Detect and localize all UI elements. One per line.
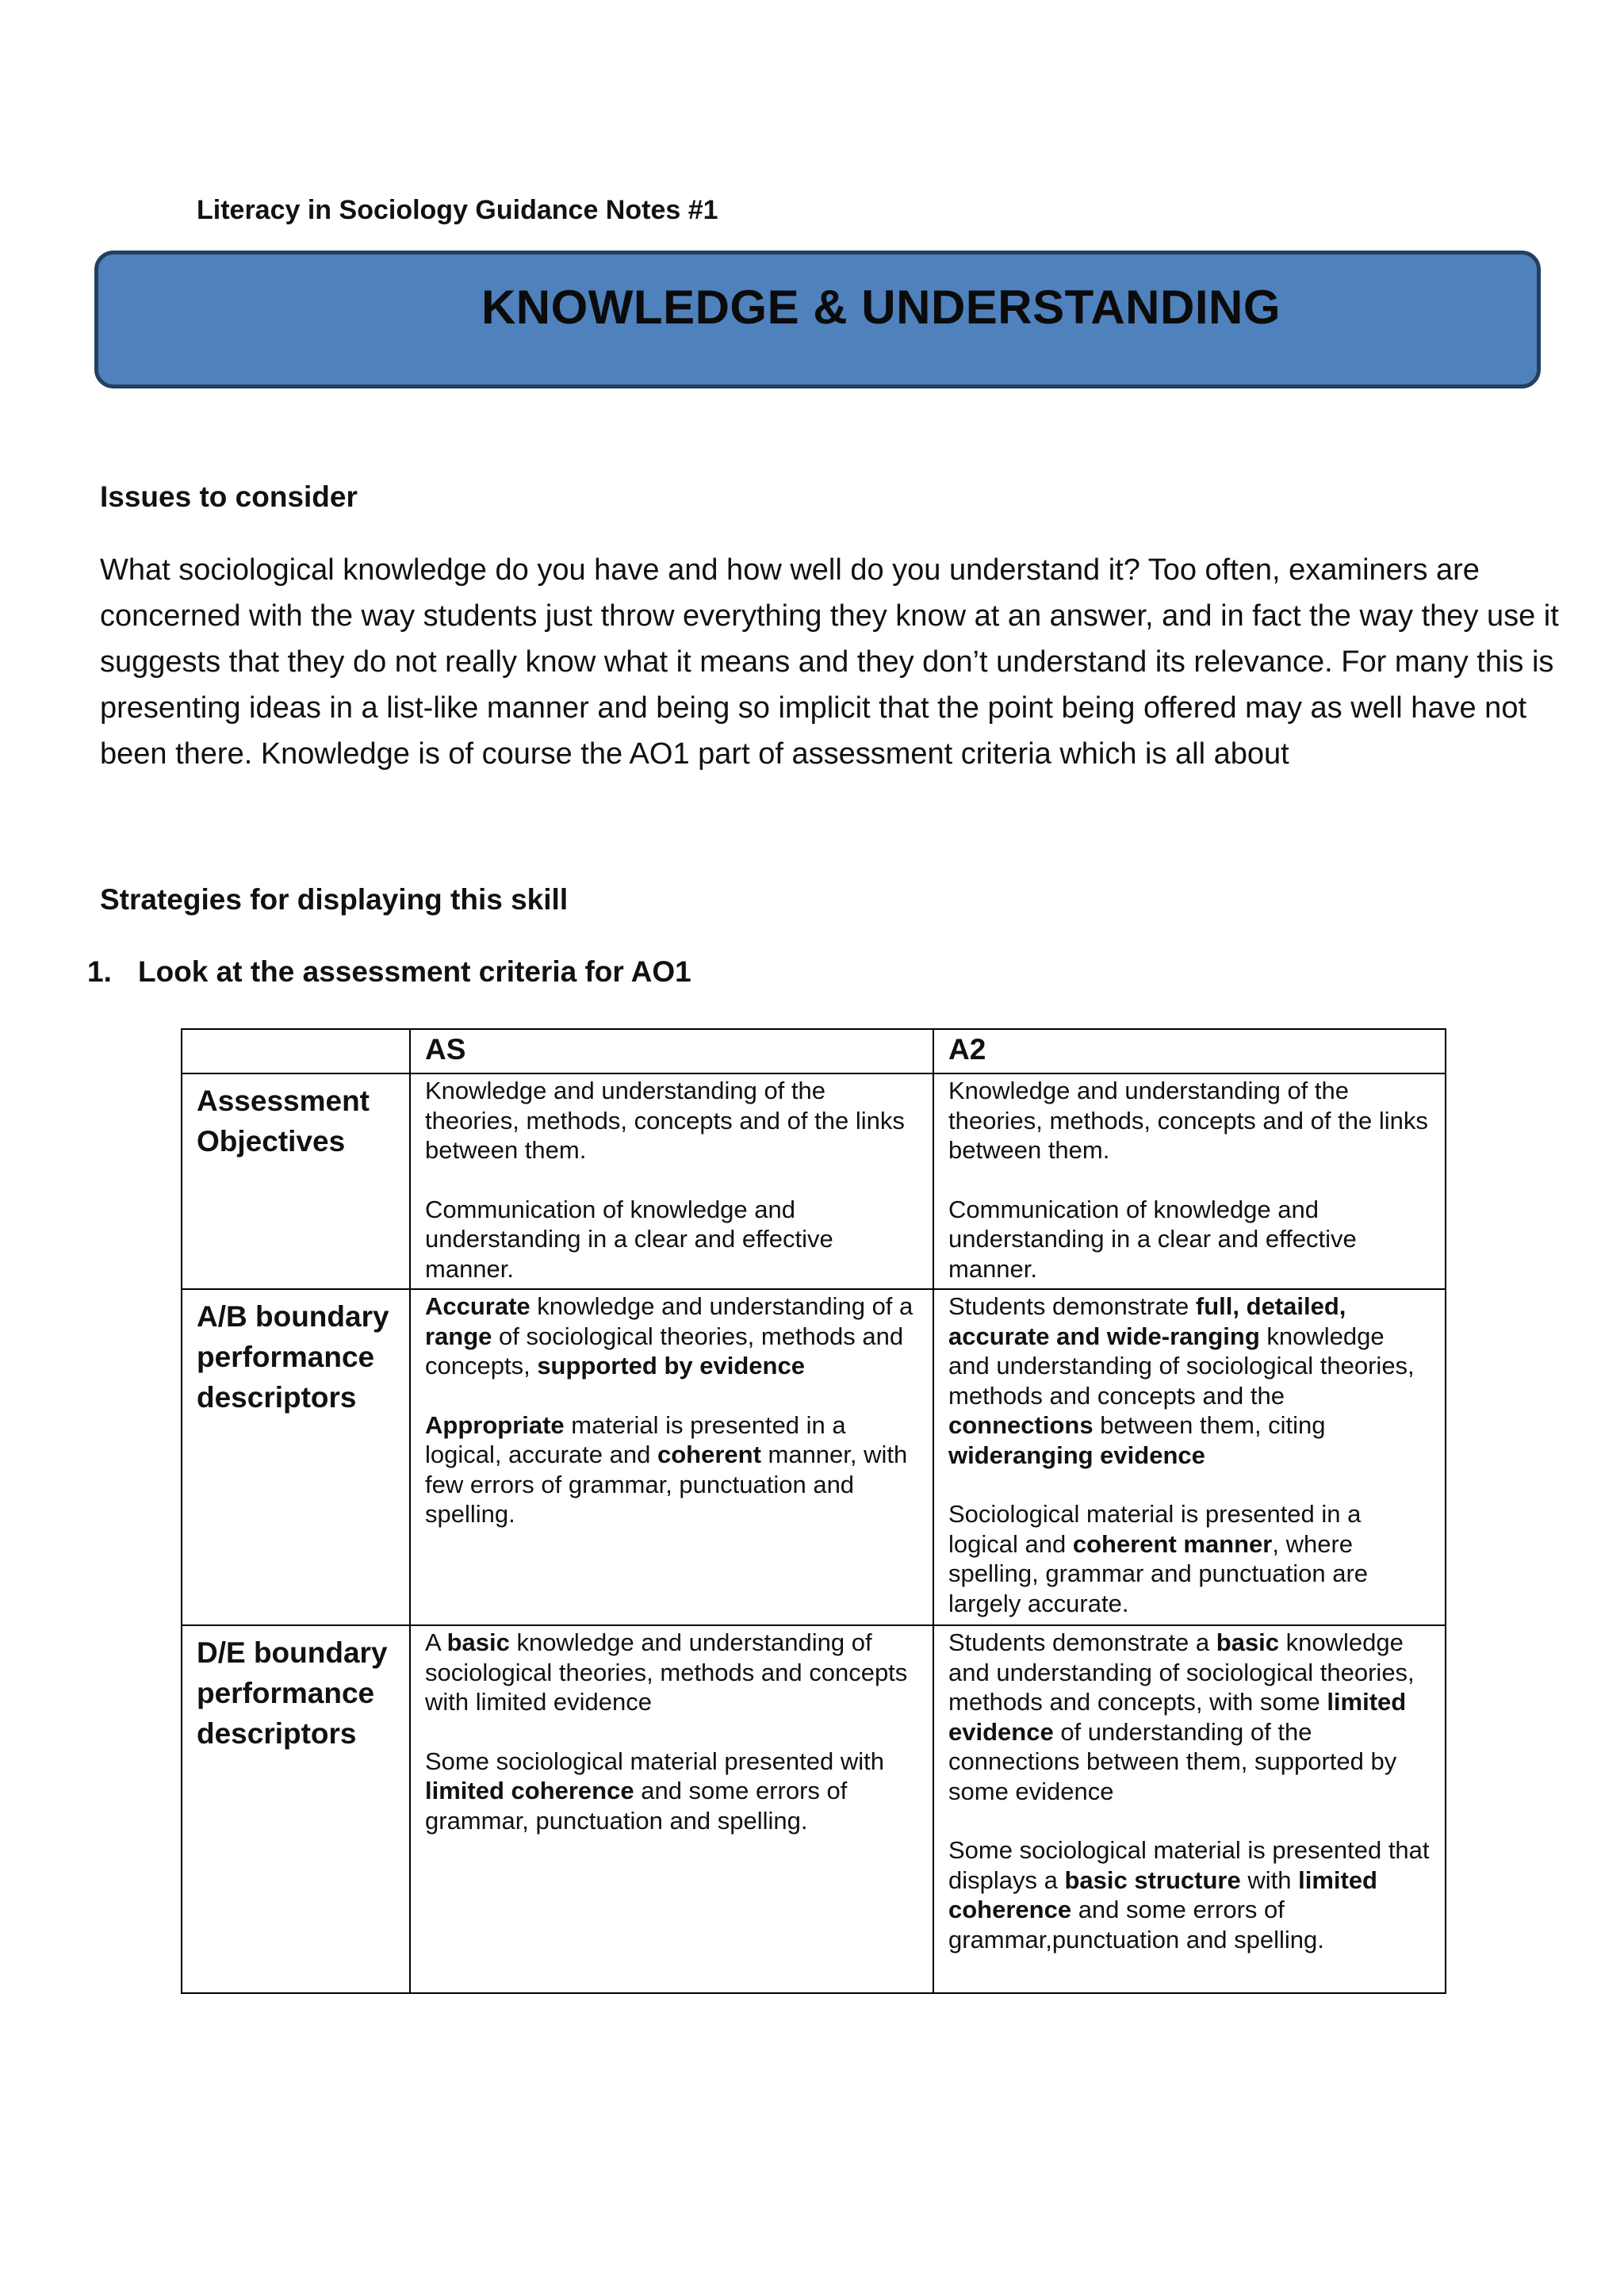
column-header-blank (182, 1029, 410, 1073)
cell-paragraph (425, 1195, 918, 1284)
text-run: Some sociological material presented with (425, 1747, 884, 1775)
bold-run: coherent (657, 1441, 761, 1468)
cell-paragraph (425, 1410, 918, 1529)
a2-cell (933, 1073, 1446, 1289)
cell-paragraph (948, 1292, 1431, 1470)
bold-run: basic (1216, 1628, 1280, 1656)
text-run: Some sociological material is presented that displays a (948, 1836, 1430, 1894)
row-label: Assessment Objectives (182, 1073, 410, 1289)
text-run: knowledge and understanding of sociological theories, methods and concepts and the (948, 1322, 1415, 1410)
text-run: of understanding of the connections between them, supported by some evidence (948, 1717, 1397, 1805)
bold-run: coherent manner (1072, 1529, 1273, 1558)
text-run: Knowledge and understanding of the theories, methods, concepts and of the links between them. (425, 1077, 905, 1164)
column-header-as: AS (410, 1029, 933, 1073)
table-row (182, 1625, 1446, 1993)
bold-run: Accurate (425, 1292, 530, 1320)
column-header-a2: A2 (933, 1029, 1446, 1073)
table-header-row (182, 1029, 1446, 1073)
as-cell (410, 1073, 933, 1289)
bold-run: basic structure (1064, 1866, 1241, 1894)
cell-paragraph (425, 1747, 918, 1836)
cell-paragraph (948, 1628, 1431, 1806)
text-run: knowledge and understanding of a (530, 1292, 914, 1320)
text-run: of sociological theories, methods and concepts, (425, 1322, 904, 1380)
cell-paragraph (948, 1499, 1431, 1618)
table-row (182, 1289, 1446, 1625)
as-cell (410, 1289, 933, 1625)
text-run: Sociological material is presented in a logical and (948, 1500, 1362, 1558)
text-run: and some errors of grammar, punctuation and spelling. (425, 1777, 848, 1835)
text-run: and some errors of grammar,punctuation and spelling. (948, 1896, 1324, 1954)
row-label: D/E boundary performance descriptors (182, 1625, 410, 1993)
item-text: Look at the assessment criteria for AO1 (138, 955, 691, 988)
text-run: knowledge and understanding of sociological theories, methods and concepts, with some (948, 1628, 1415, 1716)
cell-paragraph (948, 1076, 1431, 1165)
document-header: Literacy in Sociology Guidance Notes #1 (197, 195, 718, 225)
cell-paragraph (425, 1076, 918, 1165)
text-run: between them, citing (1093, 1411, 1326, 1439)
banner-title: KNOWLEDGE & UNDERSTANDING (481, 281, 1281, 334)
bold-run: wideranging evidence (948, 1441, 1205, 1469)
text-run: Students demonstrate (948, 1292, 1196, 1320)
assessment-criteria-table (181, 1028, 1446, 1994)
a2-cell (933, 1625, 1446, 1993)
bold-run: supported by evidence (537, 1352, 805, 1380)
text-run: Students demonstrate a (948, 1628, 1216, 1656)
bold-run: Appropriate (425, 1410, 565, 1439)
cell-paragraph (948, 1835, 1431, 1954)
as-cell (410, 1625, 933, 1993)
title-banner (94, 251, 1541, 388)
bold-run: limited coherence (425, 1777, 634, 1804)
row-label: A/B boundary performance descriptors (182, 1289, 410, 1625)
numbered-item-1 (87, 955, 691, 989)
issues-paragraph: What sociological knowledge do you have and how well do you understand it? Too often, examiners are concerned with the way students just throw everything they know at an answer, and in fact the way they use it suggests that they do not really know what it means and they don’t understand its relevance. For many this is presenting ideas in a list-like manner and being so implicit that the point being offered may as well have not been there. Knowledge is of course the AO1 part of assessment criteria which is all about (100, 553, 1559, 771)
text-run: A (425, 1628, 447, 1656)
cell-paragraph (948, 1195, 1431, 1284)
a2-cell (933, 1289, 1446, 1625)
bold-run: full, detailed, accurate and wide-ranging (948, 1292, 1346, 1350)
cell-paragraph (425, 1628, 918, 1717)
text-run: Communication of knowledge and understanding in a clear and effective manner. (425, 1195, 833, 1283)
item-number: 1. (87, 955, 112, 988)
bold-run: range (425, 1322, 492, 1350)
issues-heading: Issues to consider (100, 480, 358, 513)
bold-run: limited coherence (948, 1866, 1377, 1923)
cell-paragraph (425, 1292, 918, 1381)
strategies-heading: Strategies for displaying this skill (100, 883, 569, 916)
bold-run: basic (446, 1628, 510, 1656)
text-run: knowledge and understanding of sociological theories, methods and concepts with limited evidence (425, 1628, 908, 1716)
text-run: manner, with few errors of grammar, punctuation and spelling. (425, 1441, 908, 1528)
text-run: , where spelling, grammar and punctuation are largely accurate. (948, 1529, 1369, 1617)
bold-run: limited evidence (948, 1688, 1407, 1746)
table-row (182, 1073, 1446, 1289)
text-run: with (1240, 1866, 1299, 1894)
text-run: Knowledge and understanding of the theories, methods, concepts and of the links between them. (948, 1077, 1428, 1164)
text-run: Communication of knowledge and understanding in a clear and effective manner. (948, 1195, 1357, 1283)
bold-run: connections (948, 1411, 1094, 1439)
text-run: material is presented in a logical, accurate and (425, 1410, 846, 1468)
